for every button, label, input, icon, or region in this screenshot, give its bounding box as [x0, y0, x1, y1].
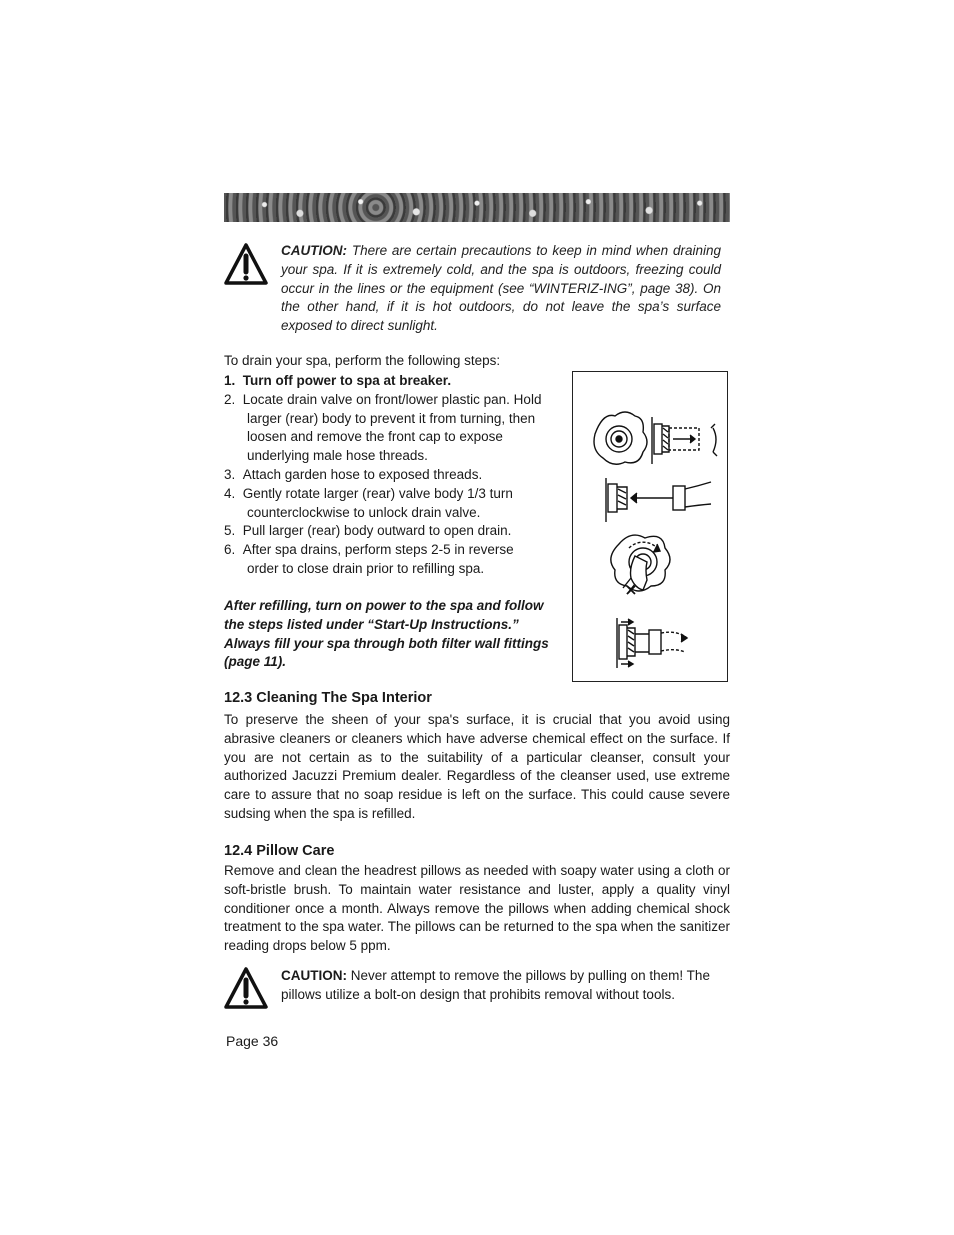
list-item: 4. Gently rotate larger (rear) valve body 1/3 turn counterclockwise to unlock drain valve. [224, 485, 513, 520]
drain-valve-diagram [573, 372, 727, 681]
section-12-3-body: To preserve the sheen of your spa's surface, it is crucial that you avoid using abrasive cleaners or cleaners which have adverse chemical effect on the surface. If you are not certain as to the suitability of a particular cleanser, consult your authorized Jacuzzi Premium dealer. Regardless of the cleanser used, use extreme care to assure that no soap residue is left on the surface. This could cause severe sudsing when the spa is refilled. [224, 712, 730, 821]
list-item: 3. Attach garden hose to exposed threads. [224, 466, 483, 482]
caution-top [281, 242, 721, 336]
drain-intro: To drain your spa, perform the following steps: [224, 353, 501, 368]
section-12-3-heading: 12.3 Cleaning The Spa Interior [224, 690, 432, 706]
drain-steps [224, 372, 546, 579]
section-12-4-heading: 12.4 Pillow Care [224, 843, 335, 859]
page-number: Page 36 [226, 1033, 279, 1049]
caution-text: Never attempt to remove the pillows by pulling on them! The pillows utilize a bolt-on design that prohibits removal without tools. [281, 968, 710, 1002]
caution-label: CAUTION: [281, 243, 347, 258]
drain-valve-illustration [572, 371, 728, 682]
caution-bottom [281, 967, 731, 1005]
list-item: 5. Pull larger (rear) body outward to open drain. [224, 523, 512, 539]
section-12-4-body: Remove and clean the headrest pillows as needed with soapy water using a cloth or soft-bristle brush. To maintain water resistance and luster, apply a quality vinyl conditioner once a month. Always remove the pillows when adding chemical shock treatment to the spa water. The pillows can be returned to the spa when the sanitizer reading drops below 5 ppm. [224, 863, 730, 954]
caution-label: CAUTION: [281, 968, 347, 983]
warning-icon [224, 242, 268, 286]
header-banner [224, 193, 730, 222]
list-item: 2. Locate drain valve on front/lower plastic pan. Hold larger (rear) body to prevent it from turning, then loosen and remove the front cap to expose underlying male hose threads. [224, 391, 542, 464]
after-refill-note: After refilling, turn on power to the spa and follow the steps listed under “Start-Up Instructions.” Always fill your spa through both filter wall fittings (page 11). [224, 598, 549, 670]
list-item: 1. Turn off power to spa at breaker. [224, 373, 452, 388]
caution-text: There are certain precautions to keep in mind when draining your spa. If it is extremely cold, and the spa is outdoors, freezing could occur in the lines or the equipment (see “WINTERIZ-ING”, page 38). On the other hand, if it is hot outdoors, do not leave the spa’s surface exposed to direct sunlight. [281, 243, 721, 334]
list-item: 6. After spa drains, perform steps 2-5 in reverse order to close drain prior to refilling spa. [224, 542, 514, 576]
warning-icon [224, 966, 268, 1010]
